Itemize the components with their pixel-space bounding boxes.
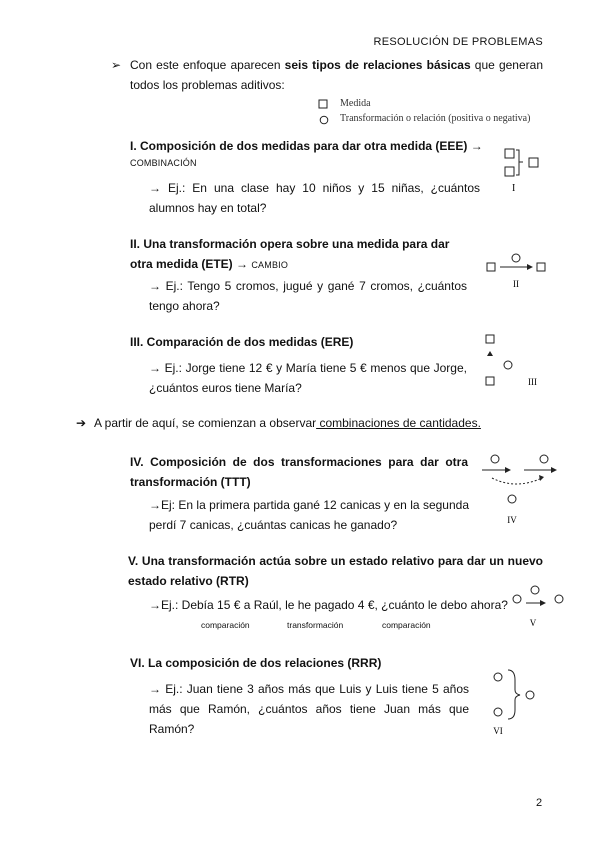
circle-icon: [504, 361, 512, 369]
section-2-heading: [130, 234, 470, 275]
diagram-4-numeral: IV: [507, 515, 517, 525]
section-5-label-comparacion-1: comparación: [201, 620, 250, 630]
note-link: combinaciones de cantidades.: [316, 416, 481, 430]
circle-icon: [491, 455, 499, 463]
diagram-2: [483, 250, 553, 290]
section-5-label-transformacion: transformación: [287, 620, 344, 630]
arrow-head-icon: [539, 475, 544, 481]
note-pre: A partir de aquí, se comienzan a observar: [94, 416, 317, 430]
section-6-title: VI. La composición de dos relaciones (RRR): [130, 656, 382, 670]
section-3-example: → Ej.: Jorge tiene 12 € y María tiene 5 € menos que Jorge, ¿cuántos euros tiene María?: [149, 361, 467, 395]
note-arrow-icon: ➔: [76, 416, 87, 430]
circle-icon: [508, 495, 516, 503]
circle-icon: [555, 595, 563, 603]
arrow-head-icon: [540, 600, 546, 606]
transformacion-circle-icon: [320, 116, 328, 124]
section-1-tag: COMBINACIÓN: [130, 158, 197, 168]
page-header-title: RESOLUCIÓN DE PROBLEMAS: [373, 36, 543, 48]
section-6-example: → Ej.: Juan tiene 3 años más que Luis y Luis tiene 5 años más que Ramón, ¿cuántos años tiene Juan más que Ramón?: [149, 682, 469, 736]
diagram-6: [488, 668, 548, 740]
circle-icon: [526, 691, 534, 699]
diagram-1: [500, 146, 550, 196]
section-4-title: IV. Composición de dos transformaciones para dar otra transformación (TTT): [130, 455, 468, 489]
section-5-title: V. Una transformación actúa sobre un estado relativo para dar un nuevo estado relativo (RTR): [128, 554, 543, 588]
square-icon: [537, 263, 545, 271]
section-2-title: II. Una transformación opera sobre una medida para dar otra medida (ETE): [130, 237, 450, 271]
arrow-head-icon: [527, 264, 533, 270]
diagram-2-numeral: II: [513, 279, 519, 289]
legend-transformacion: Transformación o relación (positiva o negativa): [340, 113, 531, 124]
brace-icon: [508, 670, 520, 719]
section-1-arrow: →: [467, 139, 483, 153]
square-icon: [505, 167, 514, 176]
page-number: 2: [536, 797, 543, 809]
medida-square-icon: [319, 100, 327, 108]
note-line: [94, 413, 481, 433]
square-icon: [486, 335, 494, 343]
circle-icon: [512, 254, 520, 262]
square-icon: [529, 158, 538, 167]
square-icon: [487, 263, 495, 271]
circle-icon: [540, 455, 548, 463]
section-1-heading: [130, 136, 490, 156]
section-3-title: III. Comparación de dos medidas (ERE): [130, 335, 354, 349]
diagram-5: [508, 582, 568, 632]
diagram-6-numeral: VI: [493, 726, 503, 736]
circle-icon: [494, 708, 502, 716]
legend-medida: Medida: [340, 98, 371, 109]
arrow-head-icon: [551, 467, 557, 473]
square-icon: [486, 377, 494, 385]
square-icon: [505, 149, 514, 158]
arrow-head-icon: [505, 467, 511, 473]
section-2-tag: CAMBIO: [251, 260, 289, 270]
section-4-example: →Ej: En la primera partida gané 12 canicas y en la segunda perdí 7 canicas, ¿cuántas canicas he ganado?: [149, 498, 469, 532]
diagram-4: [482, 450, 562, 530]
intro-bold: seis tipos de relaciones básicas: [284, 58, 471, 72]
section-1-title: I. Composición de dos medidas para dar otra medida (EEE): [130, 139, 468, 153]
diagram-3-numeral: III: [528, 377, 537, 387]
section-5-label-comparacion-2: comparación: [382, 620, 431, 630]
triangle-icon: [487, 351, 493, 356]
brace-icon: [516, 150, 523, 175]
circle-icon: [513, 595, 521, 603]
section-1-example: → Ej.: En una clase hay 10 niños y 15 niñas, ¿cuántos alumnos hay en total?: [149, 181, 480, 215]
intro-paragraph: [130, 55, 543, 95]
section-2-example: → Ej.: Tengo 5 cromos, jugué y gané 7 cromos, ¿cuántos tengo ahora?: [149, 279, 467, 313]
intro-pre: Con este enfoque aparecen: [130, 58, 285, 72]
diagram-1-numeral: I: [512, 183, 516, 194]
diagram-3: [480, 330, 550, 390]
curved-arrow-line: [492, 478, 542, 484]
section-2-arrow: →: [232, 257, 252, 271]
intro-bullet-icon: ➢: [111, 58, 122, 72]
section-5-example: →Ej.: Debía 15 € a Raúl, le he pagado 4 €, ¿cuánto le debo ahora?: [149, 598, 508, 612]
diagram-5-numeral: V: [529, 618, 537, 628]
circle-icon: [494, 673, 502, 681]
circle-icon: [531, 586, 539, 594]
intro-post: que generan todos los problemas aditivos:: [130, 58, 543, 92]
